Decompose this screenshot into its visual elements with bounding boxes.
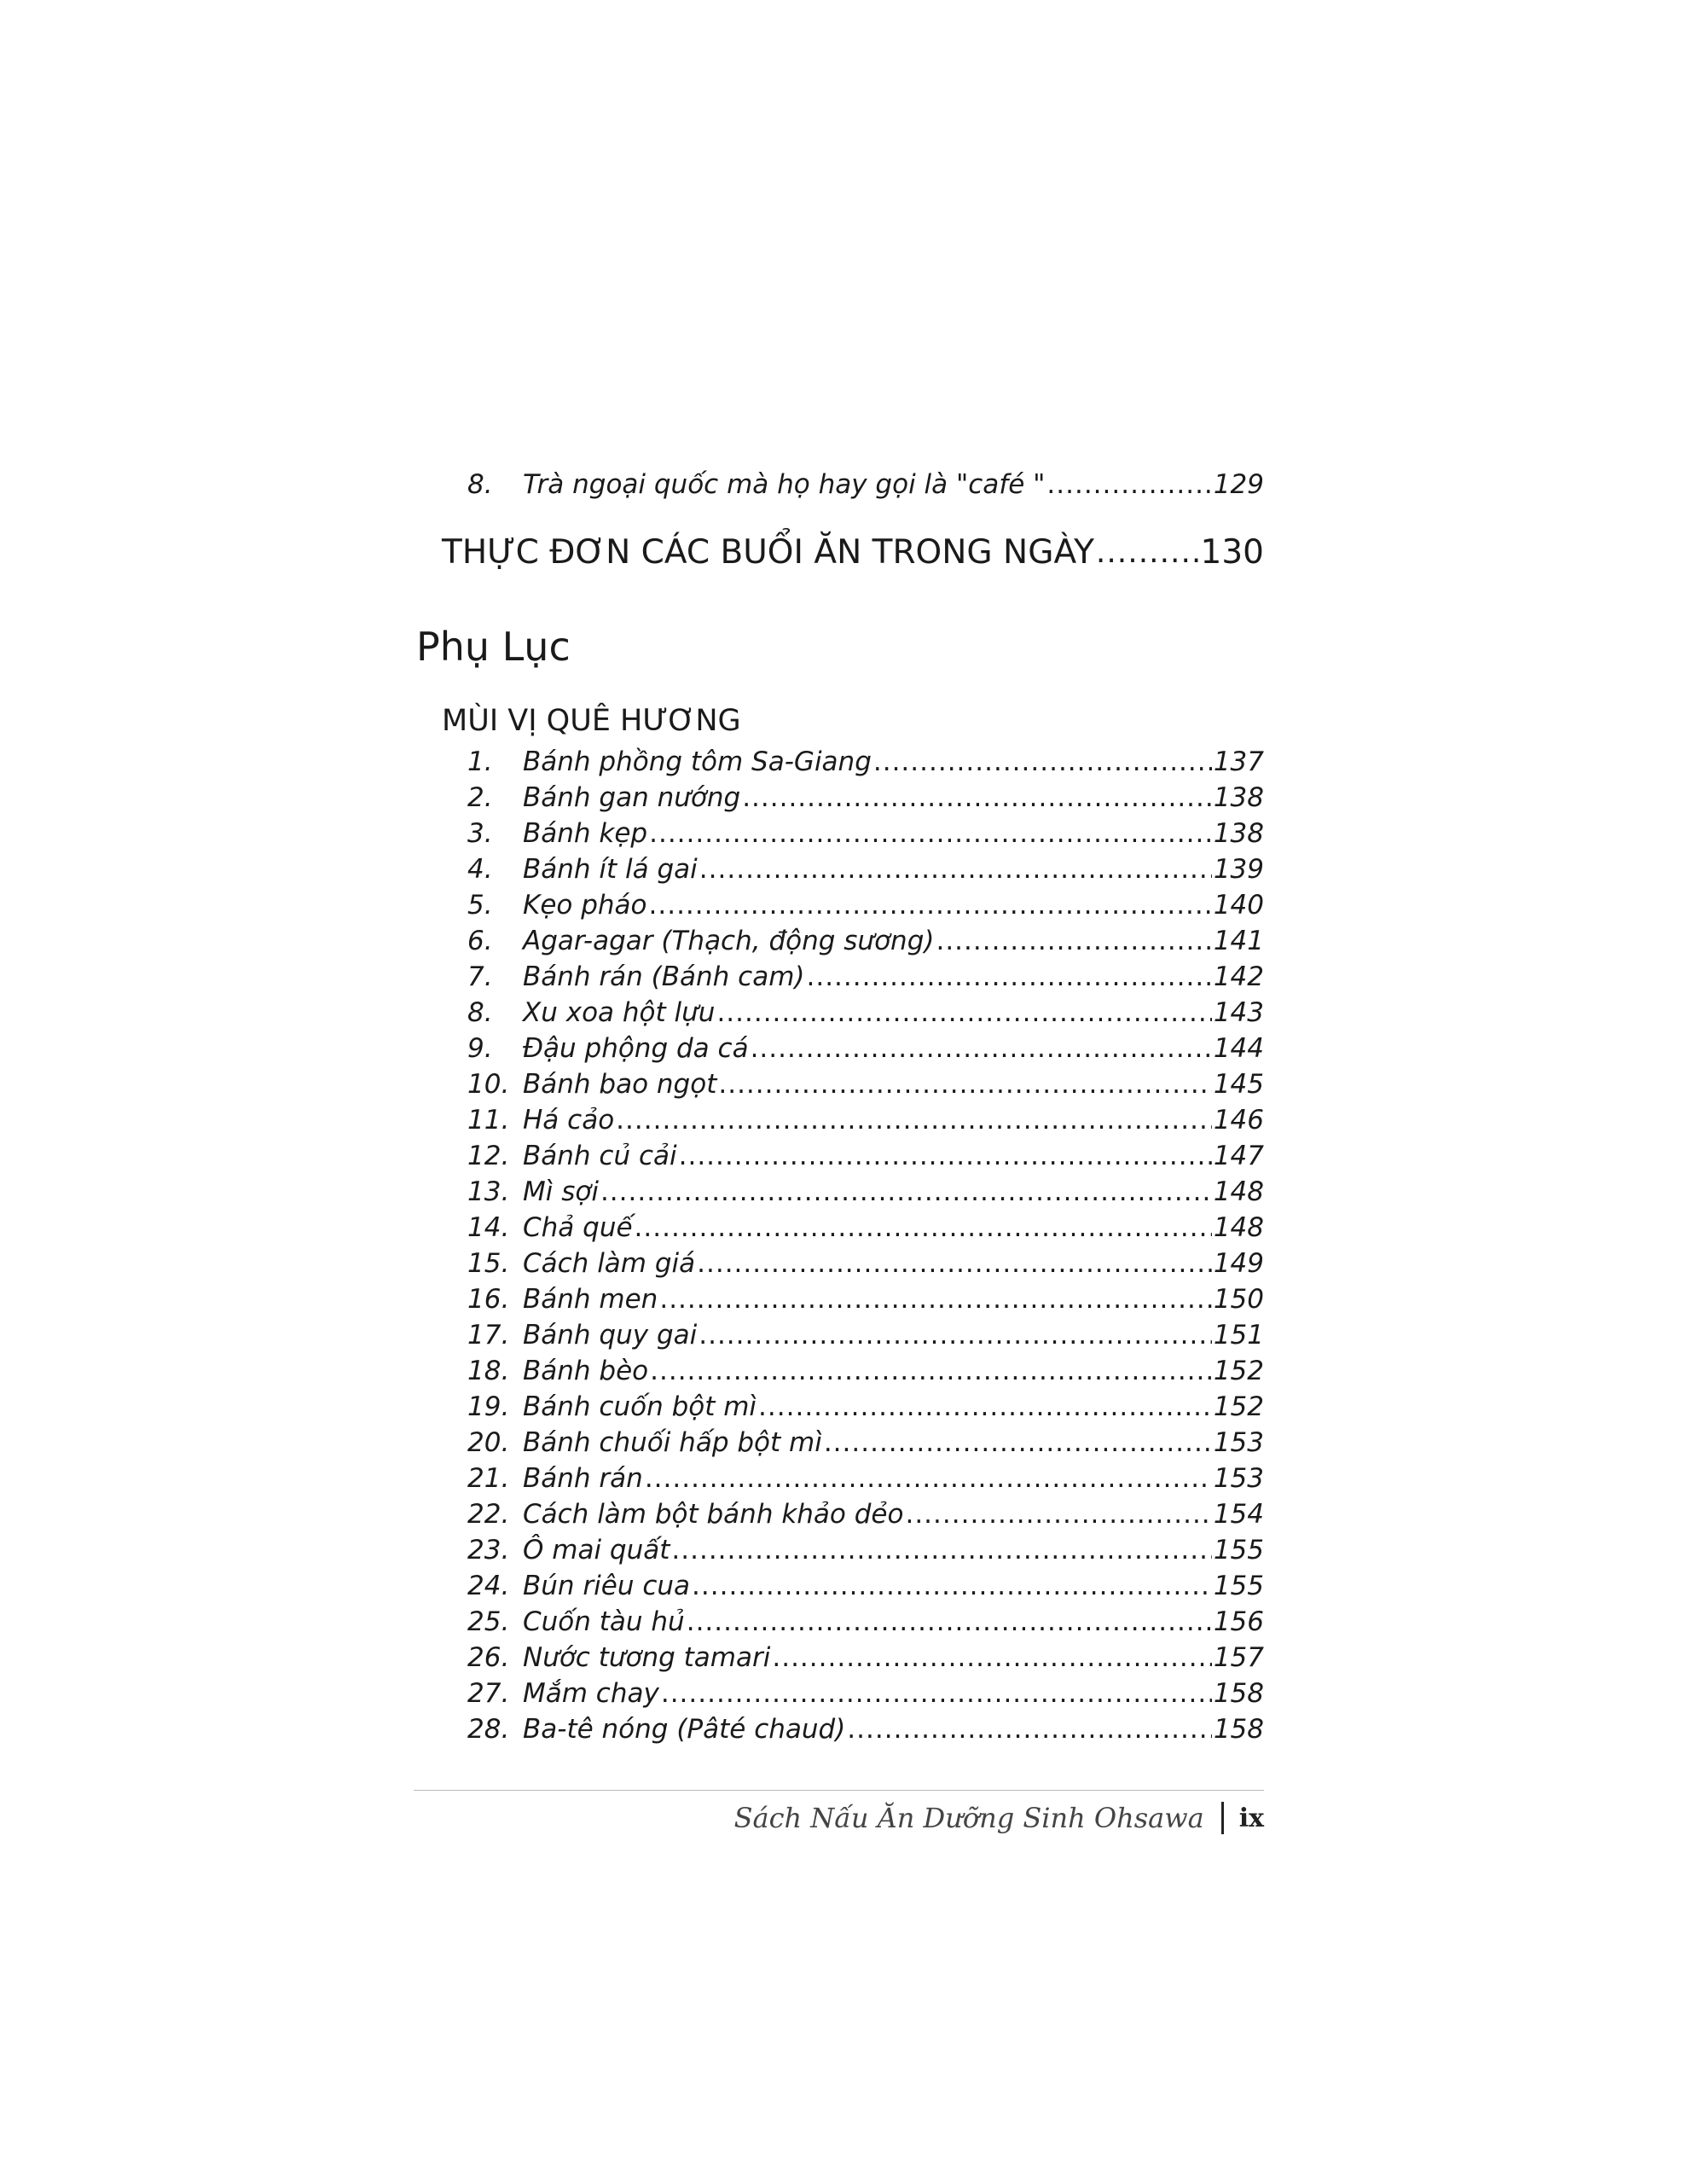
footer-divider [414, 1790, 1264, 1791]
toc-entry-number: 27. [467, 1678, 510, 1709]
toc-entry-number: 3. [467, 818, 493, 849]
toc-entry-title: Bánh ít lá gai [523, 854, 698, 885]
toc-entry-title: Bánh bèo [523, 1356, 649, 1386]
toc-entry-title: Mắm chay [523, 1678, 659, 1709]
toc-entry [467, 1711, 1264, 1747]
toc-entry [467, 923, 1264, 959]
toc-entry-number: 28. [467, 1714, 510, 1745]
toc-entry-title: Chả quế [523, 1212, 633, 1243]
toc-entry-title: Bún riêu cua [523, 1571, 691, 1601]
toc-entry-title: Cách làm giá [523, 1248, 696, 1279]
toc-entry-number: 20. [467, 1427, 510, 1458]
toc-entry-page: 129 [1213, 469, 1264, 500]
toc-entry-page: 153 [1213, 1463, 1264, 1494]
dot-leader [742, 780, 1212, 816]
toc-entry [467, 816, 1264, 851]
toc-entry-title: Bánh rán [523, 1463, 643, 1494]
toc-entry-title: Kẹo pháo [523, 890, 647, 921]
dot-leader [1096, 529, 1199, 577]
dot-leader [650, 1353, 1212, 1389]
toc-entry [467, 1640, 1264, 1676]
toc-entry-page: 144 [1213, 1033, 1264, 1064]
toc-entry-number: 26. [467, 1642, 510, 1673]
toc-entry-number: 19. [467, 1391, 510, 1422]
footer-page-number: ix [1238, 1803, 1264, 1833]
toc-entry [467, 887, 1264, 923]
toc-entry [467, 1568, 1264, 1604]
toc-entry-title: Trà ngoại quốc mà họ hay gọi là "café " [523, 469, 1046, 500]
dot-leader [807, 959, 1212, 995]
toc-entry-title: Nước tương tamari [523, 1642, 771, 1673]
toc-entry-number: 15. [467, 1248, 510, 1279]
toc-entry-number: 10. [467, 1069, 510, 1100]
toc-entry-page: 148 [1213, 1176, 1264, 1207]
toc-entry-number: 12. [467, 1141, 510, 1171]
toc-entry [467, 1031, 1264, 1066]
toc-entry-title: Bánh rán (Bánh cam) [523, 961, 805, 992]
dot-leader [847, 1711, 1212, 1747]
dot-leader [936, 923, 1211, 959]
toc-entry [467, 1102, 1264, 1138]
dot-leader [699, 1317, 1212, 1353]
toc-entry-page: 139 [1213, 854, 1264, 885]
toc-entry-title: Bánh quy gai [523, 1320, 698, 1350]
toc-entry-number: 7. [467, 961, 493, 992]
toc-entry-page: 146 [1213, 1105, 1264, 1136]
toc-entry-number: 16. [467, 1284, 510, 1315]
toc-entry [467, 1496, 1264, 1532]
toc-entry-title: Xu xoa hột lựu [523, 997, 716, 1028]
menu-heading [442, 529, 1264, 577]
toc-entry-title: Bánh gan nướng [523, 782, 741, 813]
toc-entry-number: 8. [467, 469, 493, 500]
toc-entry-page: 158 [1213, 1714, 1264, 1745]
toc-entry [467, 1461, 1264, 1496]
toc-entry-number: 5. [467, 890, 493, 921]
toc-entry-page: 140 [1213, 890, 1264, 921]
toc-entry-number: 6. [467, 926, 493, 956]
toc-entry-title: Bánh bao ngọt [523, 1069, 717, 1100]
toc-entry-title: Cách làm bột bánh khảo dẻo [523, 1499, 904, 1530]
toc-entry [467, 1604, 1264, 1640]
toc-entry-number: 13. [467, 1176, 510, 1207]
toc-entry-number: 18. [467, 1356, 510, 1386]
dot-leader [661, 1676, 1212, 1711]
toc-entry-number: 25. [467, 1606, 510, 1637]
toc-entry-page: 158 [1213, 1678, 1264, 1709]
dot-leader [718, 1066, 1211, 1102]
footer-book-title: Sách Nấu Ăn Dưỡng Sinh Ohsawa [733, 1802, 1204, 1834]
toc-entry-number: 9. [467, 1033, 493, 1064]
toc-entry-page: 143 [1213, 997, 1264, 1028]
toc-entry-number: 24. [467, 1571, 510, 1601]
dot-leader [1046, 467, 1211, 502]
toc-entry [467, 1246, 1264, 1281]
toc-entry-number: 8. [467, 997, 493, 1028]
dot-leader [692, 1568, 1212, 1604]
toc-entry-page: 151 [1213, 1320, 1264, 1350]
toc-entry-number: 17. [467, 1320, 510, 1350]
toc-entry-title: Bánh phồng tôm Sa-Giang [523, 746, 872, 777]
toc-entry [467, 1210, 1264, 1246]
dot-leader [659, 1281, 1211, 1317]
dot-leader [649, 816, 1212, 851]
toc-entry-page: 155 [1213, 1535, 1264, 1565]
toc-entry-title: Bánh củ cải [523, 1141, 677, 1171]
toc-entry-title: Bánh men [523, 1284, 658, 1315]
toc-entry [467, 744, 1264, 780]
dot-leader [616, 1102, 1212, 1138]
toc-entry-page: 137 [1213, 746, 1264, 777]
dot-leader [699, 851, 1212, 887]
toc-entry [467, 995, 1264, 1031]
toc-entry-title: Bánh kẹp [523, 818, 648, 849]
toc-entry [467, 780, 1264, 816]
toc-entry [467, 1353, 1264, 1389]
section-title: MÙI VỊ QUÊ HƯƠNG [442, 704, 741, 738]
toc-entry [467, 1676, 1264, 1711]
toc-entry-page: 150 [1213, 1284, 1264, 1315]
toc-entry-title: Mì sợi [523, 1176, 599, 1207]
toc-entry-number: 1. [467, 746, 493, 777]
toc-entry-title: Bánh cuốn bột mì [523, 1391, 757, 1422]
toc-entry-page: 141 [1213, 926, 1264, 956]
toc-entry [467, 1174, 1264, 1210]
toc-entry-title: Ba-tê nóng (Pâté chaud) [523, 1714, 846, 1745]
toc-entry [467, 1066, 1264, 1102]
dot-leader [824, 1425, 1212, 1461]
toc-entry-page: 153 [1213, 1427, 1264, 1458]
page-footer [734, 1797, 1264, 1839]
toc-entry-page: 149 [1213, 1248, 1264, 1279]
toc-entry-number: 14. [467, 1212, 510, 1243]
toc-entry-page: 147 [1213, 1141, 1264, 1171]
dot-leader [716, 995, 1211, 1031]
toc-entry-page: 154 [1213, 1499, 1264, 1530]
dot-leader [645, 1461, 1212, 1496]
toc-entry-page: 157 [1213, 1642, 1264, 1673]
toc-entry-page: 142 [1213, 961, 1264, 992]
toc-entry-number: 21. [467, 1463, 510, 1494]
toc-entry-page: 138 [1213, 818, 1264, 849]
toc-entry-title: Cuốn tàu hủ [523, 1606, 685, 1637]
toc-entry [467, 851, 1264, 887]
toc-entry-title: Agar-agar (Thạch, động sương) [523, 926, 935, 956]
dot-leader [671, 1532, 1211, 1568]
toc-entry-page: 152 [1213, 1356, 1264, 1386]
toc-entry-title: Bánh chuối hấp bột mì [523, 1427, 822, 1458]
toc-entry-number: 23. [467, 1535, 510, 1565]
toc-entry [467, 959, 1264, 995]
dot-leader [758, 1389, 1212, 1425]
toc-entry-page: 152 [1213, 1391, 1264, 1422]
dot-leader [772, 1640, 1211, 1676]
toc-entry [467, 1281, 1264, 1317]
toc-entry-top [467, 467, 1264, 502]
toc-entry-number: 22. [467, 1499, 510, 1530]
toc-entry-number: 4. [467, 854, 493, 885]
toc-entry-page: 156 [1213, 1606, 1264, 1637]
dot-leader [905, 1496, 1211, 1532]
dot-leader [600, 1174, 1212, 1210]
dot-leader [697, 1246, 1212, 1281]
menu-heading-page: 130 [1200, 533, 1264, 572]
toc-entry [467, 1425, 1264, 1461]
toc-entry-title: Đậu phộng da cá [523, 1033, 749, 1064]
toc-entry [467, 1389, 1264, 1425]
toc-entry-page: 148 [1213, 1212, 1264, 1243]
dot-leader [687, 1604, 1212, 1640]
toc-entry-title: Há cảo [523, 1105, 615, 1136]
dot-leader [751, 1031, 1212, 1066]
toc-entry [467, 1138, 1264, 1174]
dot-leader [649, 887, 1212, 923]
toc-entry-page: 145 [1213, 1069, 1264, 1100]
toc-entry-number: 11. [467, 1105, 510, 1136]
dot-leader [679, 1138, 1212, 1174]
footer-separator [1221, 1802, 1224, 1834]
appendix-title: Phụ Lục [416, 624, 571, 670]
toc-entry [467, 1317, 1264, 1353]
dot-leader [635, 1210, 1212, 1246]
menu-heading-title: THỰC ĐƠN CÁC BUỔI ĂN TRONG NGÀY [442, 533, 1094, 572]
toc-entry-page: 138 [1213, 782, 1264, 813]
toc-entry-title: Ô mai quất [523, 1535, 670, 1565]
toc-entry-page: 155 [1213, 1571, 1264, 1601]
toc-entry [467, 1532, 1264, 1568]
toc-entry-number: 2. [467, 782, 493, 813]
dot-leader [873, 744, 1212, 780]
